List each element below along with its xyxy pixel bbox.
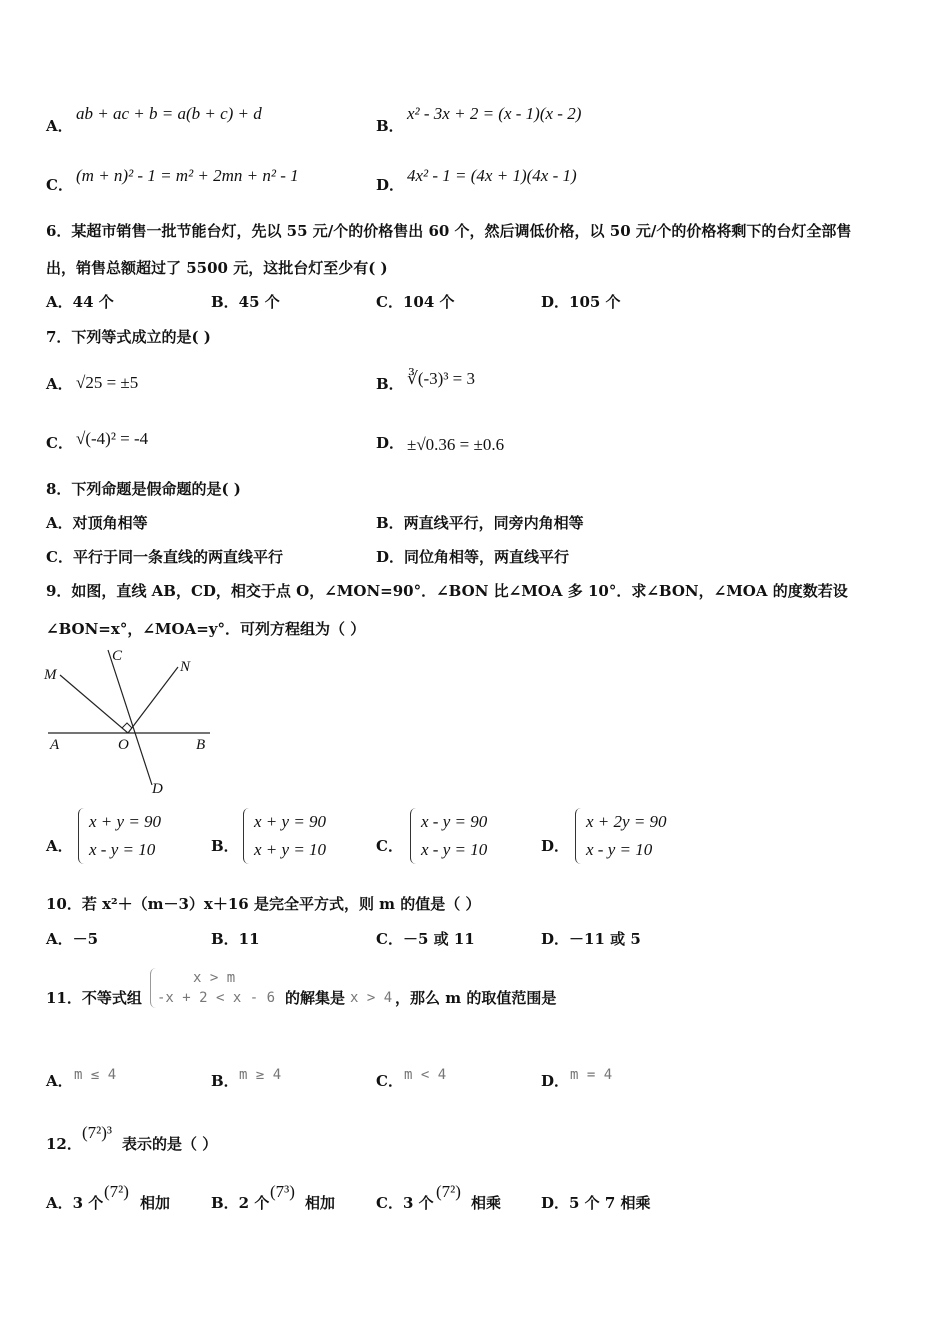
q12-stem-expr: (7²)³ — [82, 1123, 113, 1142]
q11-option-d-expr: m = 4 — [570, 1067, 613, 1083]
q7-option-d-label: D． — [376, 434, 405, 452]
q9-option-a-eq1: x + y = 90 — [89, 812, 162, 831]
q8-option-d: D．同位角相等，两直线平行 — [376, 548, 570, 566]
q11-inequality-system — [150, 968, 275, 1008]
q9-stem-line1: 9．如图，直线 AB，CD，相交于点 O，∠MON=90°．∠BON 比∠MOA 多 10°．求∠BON，∠MOA 的度数若设 — [46, 582, 848, 600]
q10-option-d: D．－11 或 5 — [541, 930, 641, 948]
q9-option-c-label: C． — [376, 837, 403, 855]
q9-option-b-eq1: x + y = 90 — [254, 812, 327, 831]
label-m: M — [44, 667, 57, 683]
q5-option-a-label: A． — [46, 117, 73, 135]
right-angle-mark — [122, 723, 132, 728]
q12-option-a-pre: A．3 个 — [46, 1194, 104, 1212]
q8-option-a: A．对顶角相等 — [46, 514, 148, 532]
q9-option-d-system — [575, 808, 667, 864]
q7-stem: 7．下列等式成立的是( ) — [46, 328, 211, 346]
q5-option-a-expr: ab + ac + b = a(b + c) + d — [76, 104, 262, 123]
q12-option-c-expr: (7²) — [436, 1182, 461, 1201]
q10-option-a: A．－5 — [46, 930, 99, 948]
q9-option-c-eq1: x - y = 90 — [421, 812, 488, 831]
q5-option-c-label: C． — [46, 176, 73, 194]
q7-option-a-expr: √25 = ±5 — [76, 373, 139, 392]
q8-stem: 8．下列命题是假命题的是( ) — [46, 480, 241, 498]
q11-sys-eq2: -x + 2 < x - 6 — [157, 990, 276, 1006]
q9-option-d-eq2: x - y = 10 — [586, 840, 653, 859]
q11-stem-middle: 的解集是 — [285, 989, 346, 1007]
q12-option-b-pre: B．2 个 — [211, 1194, 270, 1212]
label-d: D — [152, 781, 163, 797]
q12-stem-prefix: 12． — [46, 1135, 82, 1153]
q11-option-b-expr: m ≥ 4 — [239, 1067, 282, 1083]
q9-stem-line2: ∠BON=x°，∠MOA=y°．可列方程组为（ ） — [46, 620, 366, 638]
q11-option-d-label: D． — [541, 1072, 570, 1090]
q11-stem-prefix: 11．不等式组 — [46, 989, 142, 1007]
q9-option-c-eq2: x - y = 10 — [421, 840, 488, 859]
q7-option-c-expr: √(-4)² = -4 — [76, 429, 149, 448]
q7-option-b-label: B． — [376, 375, 404, 393]
label-b: B — [196, 737, 206, 753]
q12-option-a-expr: (7²) — [104, 1182, 129, 1201]
q12-option-b-post: 相加 — [305, 1194, 336, 1212]
q11-stem-suffix: ，那么 m 的取值范围是 — [395, 989, 557, 1007]
q6-option-c: C．104 个 — [376, 293, 455, 311]
q11-option-c-expr: m < 4 — [404, 1067, 447, 1083]
q5-option-d-expr: 4x² - 1 = (4x + 1)(4x - 1) — [407, 166, 577, 185]
label-a: A — [50, 737, 60, 753]
q11-option-c-label: C． — [376, 1072, 403, 1090]
q9-option-b-label: B． — [211, 837, 239, 855]
q9-option-a-eq2: x - y = 10 — [89, 840, 156, 859]
label-n: N — [180, 659, 191, 675]
q9-option-c-system — [410, 808, 487, 864]
q6-option-d: D．105 个 — [541, 293, 621, 311]
label-c: C — [112, 648, 123, 664]
label-o: O — [118, 737, 129, 753]
q9-option-d-label: D． — [541, 837, 570, 855]
q10-stem: 10．若 x²＋（m－3）x＋16 是完全平方式，则 m 的值是（ ） — [46, 895, 481, 913]
q12-option-c-post: 相乘 — [471, 1194, 502, 1212]
q5-option-b-label: B． — [376, 117, 404, 135]
q12-option-b-expr: (7³) — [270, 1182, 295, 1201]
q6-stem-line2: 出，销售总额超过了 5500 元，这批台灯至少有( ) — [46, 259, 388, 277]
q9-option-b-system — [243, 808, 326, 864]
q5-option-b-expr: x² - 3x + 2 = (x - 1)(x - 2) — [407, 104, 582, 123]
q11-option-a-expr: m ≤ 4 — [74, 1067, 117, 1083]
q11-option-a-label: A． — [46, 1072, 73, 1090]
q12-stem-suffix: 表示的是（ ） — [122, 1135, 218, 1153]
q10-option-b: B．11 — [211, 930, 260, 948]
q9-option-b-eq2: x + y = 10 — [254, 840, 327, 859]
q9-option-a-label: A． — [46, 837, 73, 855]
q6-option-a: A．44 个 — [46, 293, 114, 311]
q12-option-d: D．5 个 7 相乘 — [541, 1194, 651, 1212]
ray-on — [128, 667, 178, 733]
q9-figure — [40, 645, 220, 800]
q5-option-d-label: D． — [376, 176, 405, 194]
q5-option-c-expr: (m + n)² - 1 = m² + 2mn + n² - 1 — [76, 166, 299, 185]
line-cd — [108, 650, 152, 785]
ray-om — [60, 675, 128, 733]
q11-solution: x > 4 — [350, 990, 393, 1006]
q9-option-a-system — [78, 808, 161, 864]
q8-option-b: B．两直线平行，同旁内角相等 — [376, 514, 584, 532]
q6-stem-line1: 6．某超市销售一批节能台灯，先以 55 元/个的价格售出 60 个，然后调低价格，以 50 元/个的价格将剩下的台灯全部售 — [46, 222, 852, 240]
q7-option-c-label: C． — [46, 434, 73, 452]
q12-option-a-post: 相加 — [140, 1194, 171, 1212]
q7-option-b-expr: ∛(-3)³ = 3 — [407, 369, 475, 388]
q8-option-c: C．平行于同一条直线的两直线平行 — [46, 548, 283, 566]
q11-option-b-label: B． — [211, 1072, 239, 1090]
q7-option-d-expr: ±√0.36 = ±0.6 — [407, 435, 505, 454]
q9-option-d-eq1: x + 2y = 90 — [586, 812, 667, 831]
q10-option-c: C．－5 或 11 — [376, 930, 475, 948]
q11-sys-eq1: x > m — [193, 970, 236, 986]
q6-option-b: B．45 个 — [211, 293, 280, 311]
q12-option-c-pre: C．3 个 — [376, 1194, 434, 1212]
q7-option-a-label: A． — [46, 375, 73, 393]
